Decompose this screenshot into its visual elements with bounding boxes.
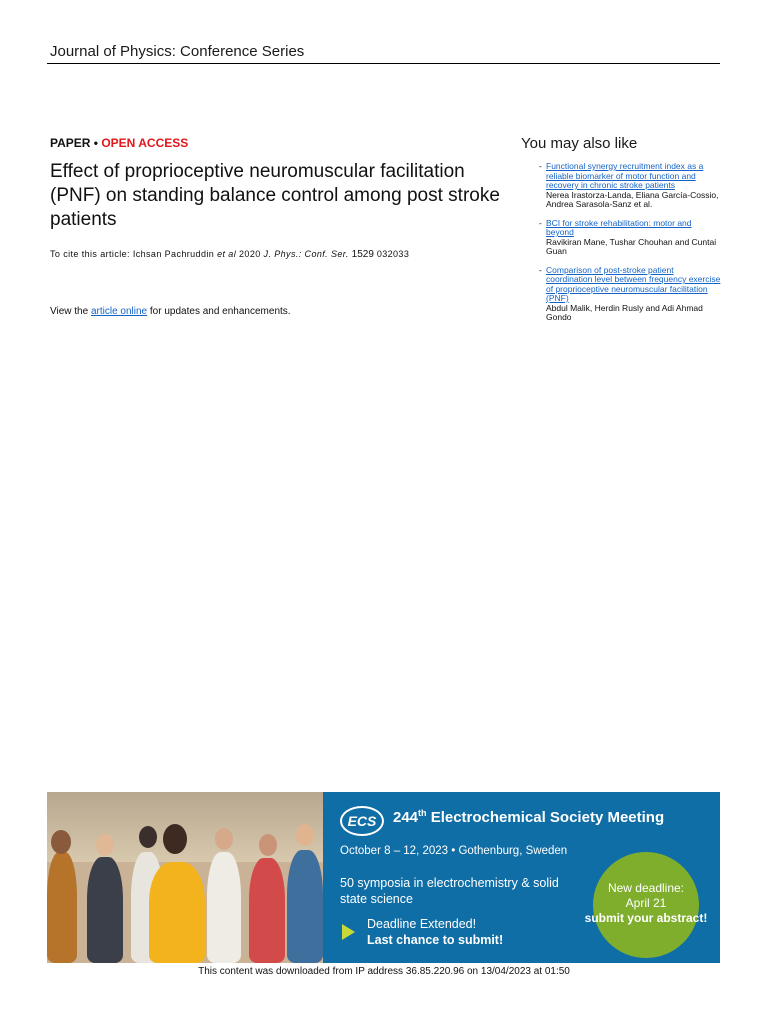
related-sidebar (521, 135, 721, 332)
cite-year: 2020 (239, 249, 261, 259)
cite-prefix: To cite this article: Ichsan Pachruddin (50, 249, 215, 259)
journal-name: Journal of Physics: Conference Series (50, 43, 305, 60)
photo-person-head (51, 830, 71, 854)
related-heading: You may also like (521, 135, 638, 152)
photo-person-head (215, 828, 233, 850)
kicker-separator: • (93, 136, 98, 150)
submit-abstract-label[interactable]: submit your abstract! (584, 911, 708, 925)
deadline-circle-text[interactable] (578, 881, 714, 926)
view-prefix: View the (50, 306, 89, 317)
meeting-number: 244 (393, 809, 419, 826)
view-online-line (50, 306, 291, 317)
photo-person (149, 862, 205, 963)
photo-person (207, 852, 241, 963)
crowd-photo (47, 792, 323, 963)
related-item-authors: Ravikiran Mane, Tushar Chouhan and Cuntai Guan (546, 236, 717, 256)
cite-journal: J. Phys.: Conf. Ser. (263, 249, 349, 259)
photo-person-head (96, 834, 114, 856)
list-dash: - (539, 161, 542, 171)
photo-person (47, 852, 77, 963)
article-online-link[interactable]: article online (90, 306, 148, 317)
meeting-name: Electrochemical Society Meeting (430, 809, 665, 826)
photo-person-head (296, 824, 314, 846)
open-access-label: OPEN ACCESS (101, 136, 189, 150)
new-deadline-label: New deadline: (607, 881, 685, 895)
photo-person (249, 858, 285, 963)
paper-type: PAPER (50, 136, 91, 150)
cite-number: 032033 (376, 249, 410, 259)
related-item-authors: Abdul Malik, Herdin Rusly and Adi Ahmad Gondo (546, 302, 703, 322)
download-footer: This content was downloaded from IP address 36.85.220.96 on 13/04/2023 at 01:50 (198, 966, 570, 977)
photo-person-head (163, 824, 187, 854)
photo-person (287, 850, 323, 963)
photo-person-head (139, 826, 157, 848)
play-arrow-icon (342, 924, 355, 940)
meeting-title (393, 808, 664, 826)
last-chance-text: Last chance to submit! (367, 933, 504, 947)
related-item-link[interactable]: Functional synergy recruitment index as a reliable biomarker of motor function and recovery in chronic stroke patients (546, 161, 704, 190)
related-item (521, 266, 721, 323)
paper-title: Effect of proprioceptive neuromuscular facilitation (PNF) on standing balance control among post stroke patients (50, 161, 500, 230)
related-item-link[interactable]: Comparison of post-stroke patient coordination level between frequency exercise of proprioceptive neuromuscular facilitation (PNF) (546, 264, 721, 303)
header-rule (47, 63, 720, 64)
related-item (521, 219, 721, 257)
list-dash: - (539, 264, 542, 275)
related-item (521, 162, 721, 210)
deadline-date: April 21 (625, 896, 667, 910)
photo-wall (47, 792, 323, 862)
related-item-authors: Nerea Irastorza-Landa, Eliana García-Cossio, Andrea Sarasola-Sanz et al. (546, 189, 719, 209)
photo-person (87, 857, 123, 963)
photo-person-head (259, 834, 277, 856)
deadline-extended-text: Deadline Extended! (367, 917, 477, 931)
cite-etal: et al (217, 249, 237, 259)
symposia-text: 50 symposia in electrochemistry & solid state science (340, 876, 559, 906)
related-item-link[interactable]: BCI for stroke rehabilitation: motor and beyond (546, 217, 692, 237)
paper-kicker (50, 136, 188, 150)
meeting-ordinal: th (418, 808, 427, 818)
list-dash: - (539, 217, 542, 228)
view-suffix: for updates and enhancements. (149, 306, 291, 317)
cite-volume: 1529 (351, 249, 374, 260)
ecs-ad-banner[interactable] (47, 792, 720, 963)
ecs-logo: ECS (340, 806, 384, 836)
meeting-dates: October 8 – 12, 2023 • Gothenburg, Sweden (340, 845, 568, 857)
citation-line (50, 249, 409, 260)
